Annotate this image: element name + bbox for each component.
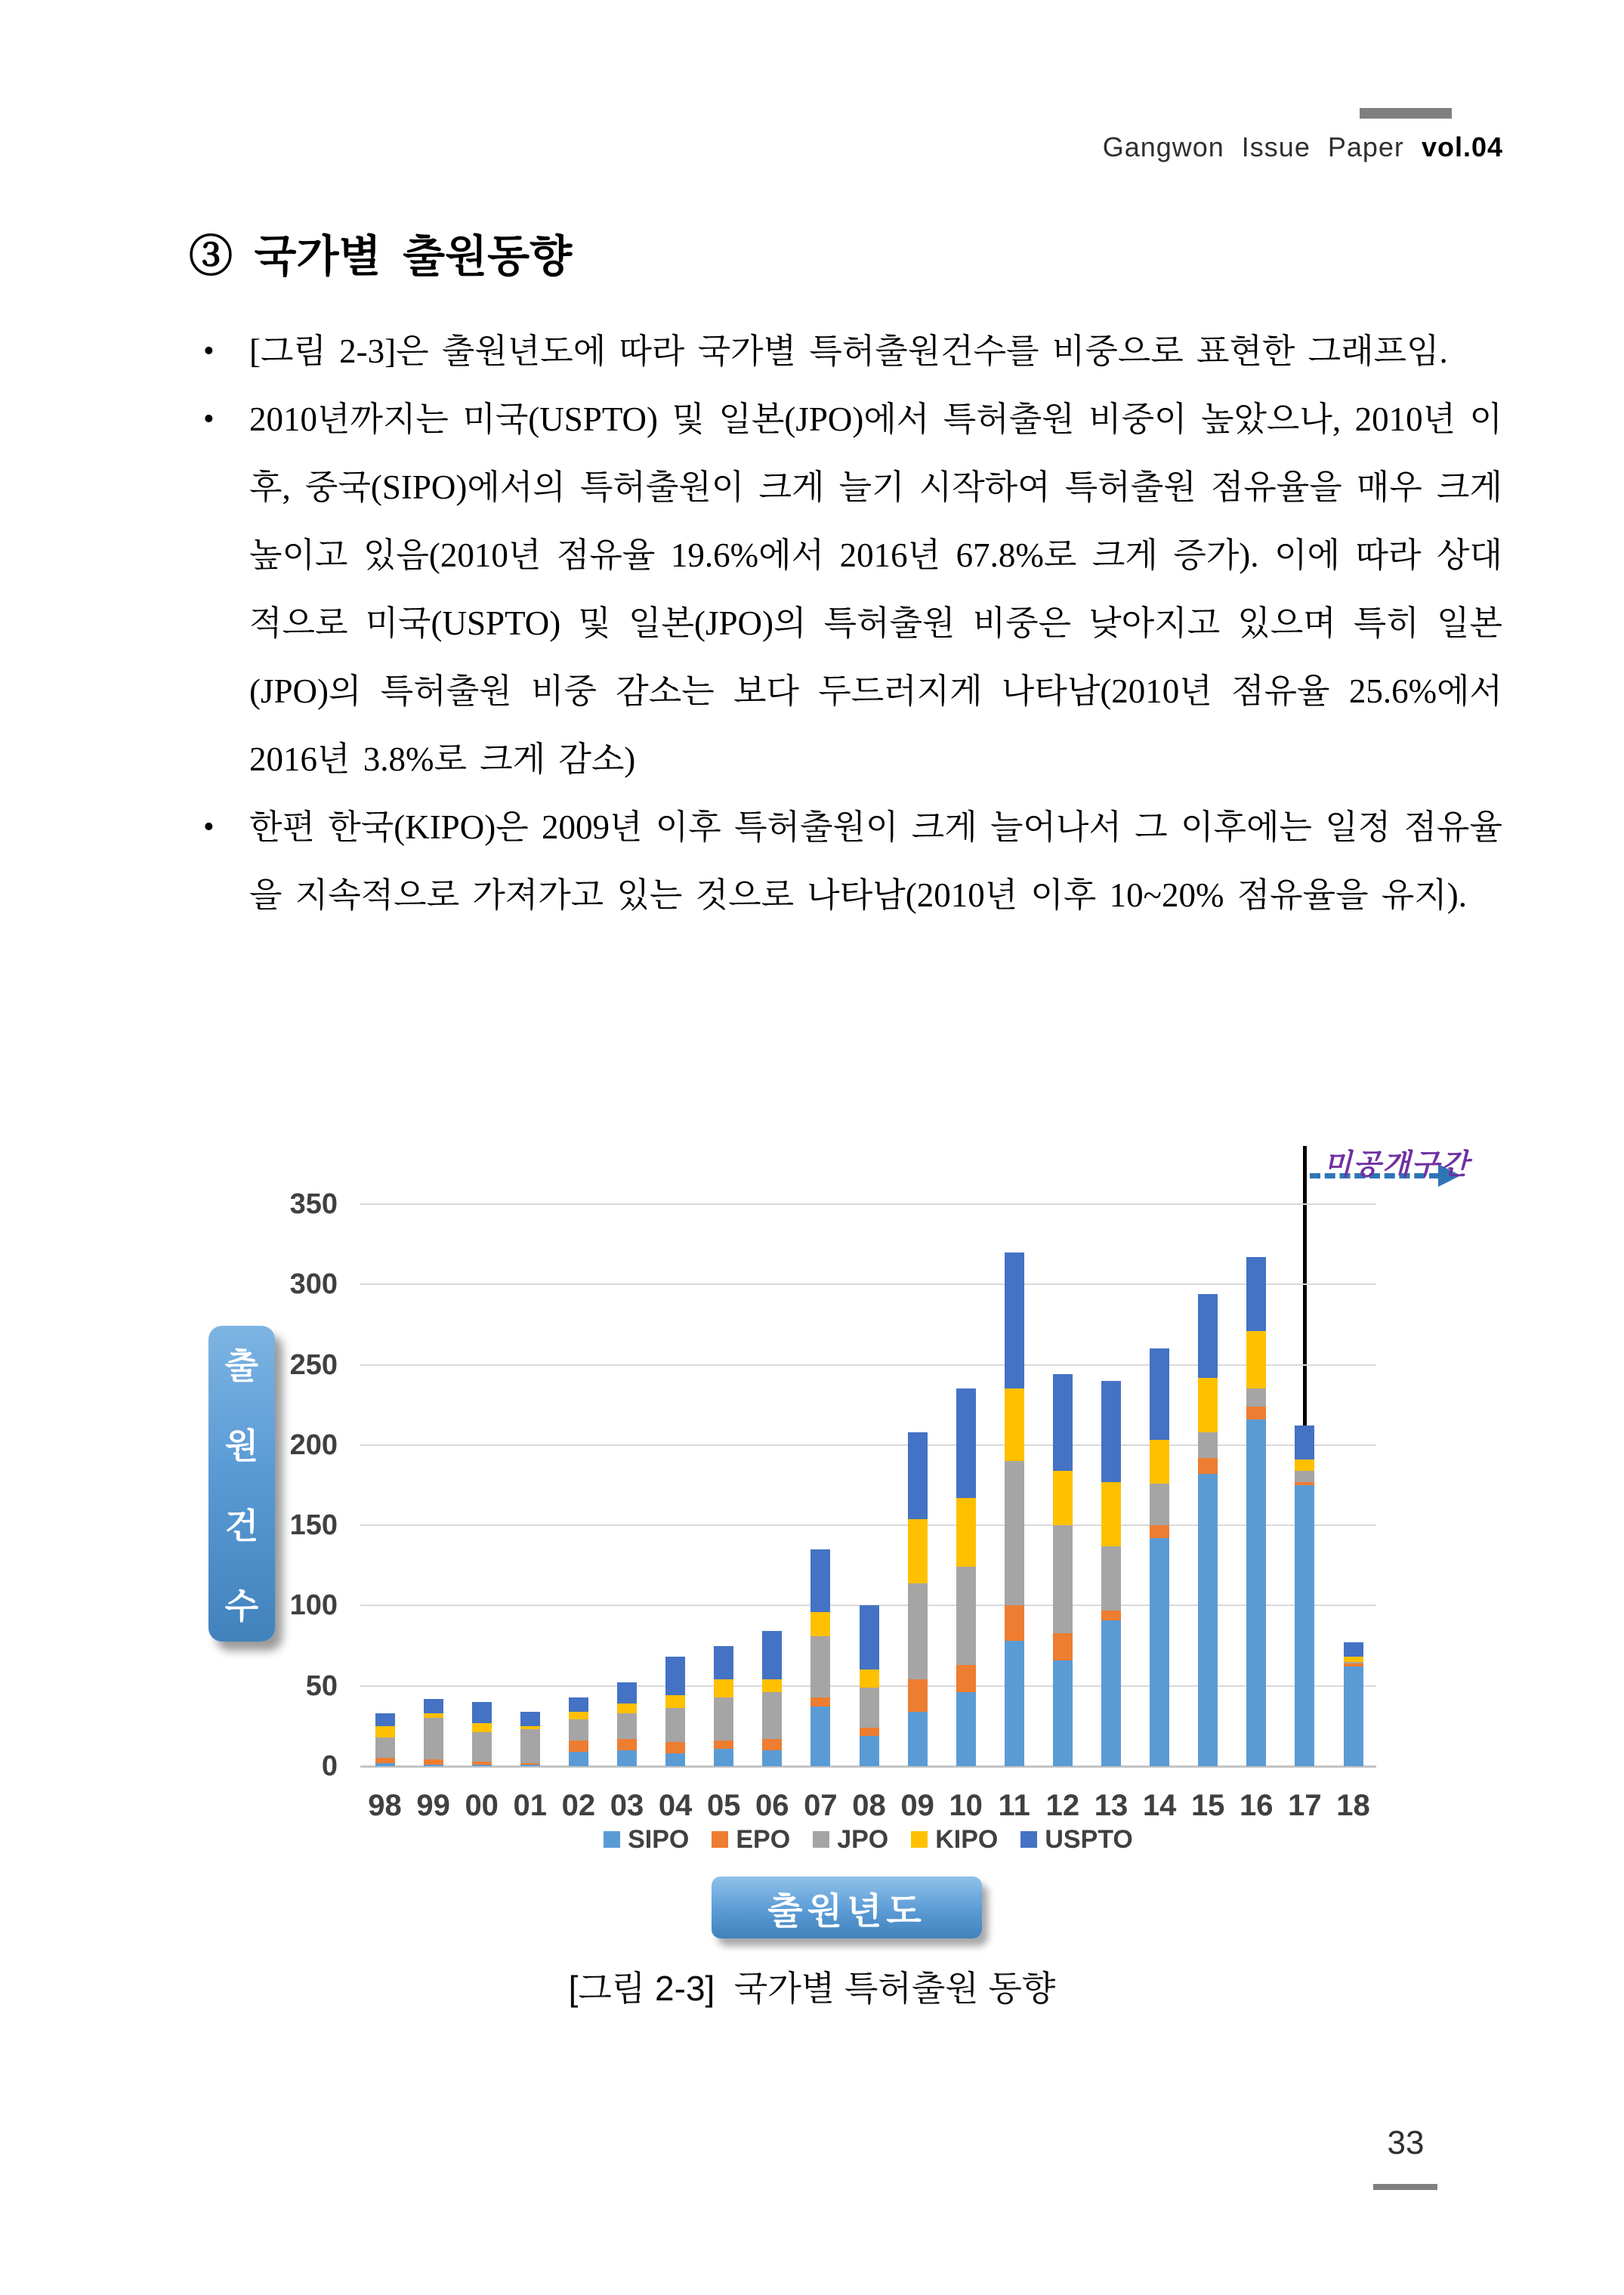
legend-label: SIPO	[628, 1824, 690, 1854]
bar-segment-jpo-10	[956, 1567, 976, 1665]
bar-segment-kipo-18	[1344, 1657, 1363, 1661]
x-tick-label: 08	[852, 1789, 886, 1822]
y-axis-title-char: 원	[224, 1426, 259, 1466]
bar-segment-uspto-06	[762, 1631, 782, 1679]
x-tick-label: 00	[465, 1789, 499, 1822]
bar-segment-kipo-99	[424, 1713, 443, 1718]
bar-segment-kipo-98	[375, 1726, 395, 1737]
legend-item-sipo	[604, 1825, 689, 1855]
y-axis-title-char: 건	[224, 1506, 259, 1546]
x-tick-label: 98	[368, 1789, 402, 1822]
bullet-item	[194, 385, 1502, 793]
header-title-regular: Gangwon Issue Paper	[1102, 131, 1404, 162]
legend-swatch-icon	[712, 1831, 728, 1848]
y-tick-label: 150	[289, 1509, 338, 1542]
bar-segment-kipo-10	[956, 1498, 976, 1567]
bar-segment-epo-01	[520, 1763, 540, 1765]
bullet-list	[194, 317, 1502, 929]
legend-swatch-icon	[1020, 1831, 1037, 1848]
bar-segment-sipo-17	[1295, 1485, 1314, 1766]
bar-segment-epo-08	[860, 1728, 879, 1736]
undisclosed-label: 미공개구간	[1323, 1149, 1471, 1181]
chart-legend	[360, 1822, 1376, 1857]
grid-line	[360, 1283, 1376, 1285]
bar-segment-uspto-01	[520, 1712, 540, 1726]
bar-segment-jpo-00	[472, 1732, 492, 1761]
bar-segment-kipo-01	[520, 1726, 540, 1729]
grid-line	[360, 1444, 1376, 1446]
bar-segment-epo-15	[1198, 1458, 1218, 1474]
bar-segment-uspto-09	[908, 1432, 928, 1519]
bar-segment-uspto-15	[1198, 1294, 1218, 1378]
legend-label: KIPO	[935, 1824, 999, 1854]
bar-segment-jpo-12	[1053, 1525, 1073, 1632]
bar-segment-sipo-12	[1053, 1660, 1073, 1766]
bar-segment-jpo-16	[1246, 1388, 1266, 1406]
bar-segment-jpo-05	[714, 1697, 733, 1741]
x-tick-label: 04	[658, 1789, 693, 1822]
bar-segment-jpo-18	[1344, 1662, 1363, 1663]
x-tick-label: 12	[1045, 1789, 1080, 1822]
bar-segment-epo-17	[1295, 1482, 1314, 1485]
bar-segment-epo-07	[810, 1697, 830, 1707]
grid-line	[360, 1524, 1376, 1526]
bar-segment-uspto-16	[1246, 1257, 1266, 1331]
y-tick-label: 50	[305, 1670, 338, 1702]
bar-segment-sipo-08	[860, 1736, 879, 1766]
bar-segment-epo-00	[472, 1762, 492, 1765]
x-tick-label: 11	[998, 1789, 1030, 1822]
x-tick-label: 02	[561, 1789, 596, 1822]
legend-swatch-icon	[604, 1831, 620, 1848]
bar-segment-kipo-03	[617, 1703, 637, 1713]
bullet-marker-icon: •	[203, 402, 215, 437]
grid-line	[360, 1605, 1376, 1606]
bar-segment-epo-06	[762, 1739, 782, 1750]
bar-segment-sipo-11	[1005, 1641, 1024, 1766]
bar-segment-kipo-09	[908, 1519, 928, 1583]
bar-segment-epo-05	[714, 1741, 733, 1749]
legend-swatch-icon	[911, 1831, 928, 1848]
bar-segment-epo-10	[956, 1665, 976, 1692]
bar-segment-kipo-11	[1005, 1388, 1024, 1461]
x-tick-label: 01	[513, 1789, 548, 1822]
bar-segment-sipo-98	[375, 1763, 395, 1766]
bar-segment-sipo-00	[472, 1765, 492, 1766]
x-axis-line	[360, 1765, 1376, 1768]
bar-segment-kipo-17	[1295, 1459, 1314, 1471]
bar-segment-uspto-07	[810, 1549, 830, 1612]
bar-segment-jpo-11	[1005, 1461, 1024, 1605]
bar-segment-kipo-02	[569, 1712, 588, 1720]
legend-item-jpo	[813, 1825, 888, 1855]
bar-segment-kipo-15	[1198, 1378, 1218, 1432]
bullet-item	[194, 317, 1502, 385]
x-tick-label: 10	[949, 1789, 983, 1822]
bar-segment-uspto-12	[1053, 1374, 1073, 1471]
bullet-text: 한편 한국(KIPO)은 2009년 이후 특허출원이 크게 늘어나서 그 이후에는 일정 점유율을 지속적으로 가져가고 있는 것으로 나타남(2010년 이후 10~20% 점유율을 유지).	[249, 808, 1502, 914]
bar-segment-jpo-04	[665, 1708, 685, 1742]
bar-segment-uspto-17	[1295, 1425, 1314, 1459]
bar-segment-epo-03	[617, 1739, 637, 1750]
bar-segment-jpo-08	[860, 1688, 879, 1728]
x-tick-label: 06	[755, 1789, 789, 1822]
bar-segment-uspto-05	[714, 1646, 733, 1680]
x-tick-label: 16	[1240, 1789, 1274, 1822]
bar-segment-kipo-05	[714, 1679, 733, 1697]
bar-segment-kipo-07	[810, 1612, 830, 1636]
bar-segment-uspto-14	[1150, 1348, 1169, 1440]
bar-segment-kipo-12	[1053, 1471, 1073, 1525]
bar-segment-jpo-17	[1295, 1471, 1314, 1482]
y-tick-label: 350	[289, 1188, 338, 1220]
undisclosed-boundary-line	[1303, 1146, 1307, 1768]
x-tick-label: 09	[900, 1789, 934, 1822]
bar-segment-epo-18	[1344, 1663, 1363, 1666]
bar-segment-jpo-03	[617, 1713, 637, 1739]
bar-segment-uspto-99	[424, 1699, 443, 1713]
grid-line	[360, 1685, 1376, 1687]
bar-segment-epo-12	[1053, 1633, 1073, 1660]
bar-segment-uspto-03	[617, 1682, 637, 1703]
bar-segment-sipo-09	[908, 1712, 928, 1766]
bar-segment-epo-99	[424, 1759, 443, 1764]
page-number-rule	[1373, 2184, 1437, 2190]
x-tick-label: 07	[804, 1789, 838, 1822]
bar-segment-sipo-15	[1198, 1474, 1218, 1766]
bullet-item	[194, 793, 1502, 929]
bar-segment-epo-09	[908, 1679, 928, 1712]
bar-segment-jpo-13	[1101, 1546, 1121, 1611]
bar-segment-jpo-99	[424, 1718, 443, 1759]
bar-segment-jpo-14	[1150, 1484, 1169, 1525]
header-rule	[1360, 108, 1452, 119]
y-axis-title-box	[208, 1326, 275, 1642]
undisclosed-arrow-head-icon	[1438, 1164, 1461, 1187]
bar-segment-sipo-10	[956, 1692, 976, 1766]
bar-segment-kipo-16	[1246, 1331, 1266, 1389]
y-tick-label: 250	[289, 1348, 338, 1381]
x-tick-label: 13	[1094, 1789, 1128, 1822]
legend-item-uspto	[1020, 1825, 1133, 1855]
bar-segment-uspto-08	[860, 1605, 879, 1670]
bar-segment-uspto-04	[665, 1657, 685, 1695]
x-tick-label: 17	[1288, 1789, 1322, 1822]
bar-segment-uspto-11	[1005, 1253, 1024, 1389]
bar-segment-uspto-10	[956, 1388, 976, 1498]
x-tick-label: 18	[1336, 1789, 1370, 1822]
bar-segment-uspto-13	[1101, 1381, 1121, 1482]
bar-segment-jpo-15	[1198, 1432, 1218, 1458]
bar-segment-uspto-98	[375, 1713, 395, 1726]
x-tick-label: 05	[706, 1789, 741, 1822]
bar-segment-kipo-08	[860, 1670, 879, 1687]
bar-segment-epo-11	[1005, 1605, 1024, 1641]
y-tick-label: 300	[289, 1268, 338, 1301]
legend-item-kipo	[911, 1825, 998, 1855]
grid-line	[360, 1203, 1376, 1205]
bar-segment-sipo-06	[762, 1750, 782, 1766]
y-tick-label: 0	[321, 1750, 338, 1782]
y-tick-label: 200	[289, 1429, 338, 1461]
bar-segment-epo-13	[1101, 1611, 1121, 1620]
bar-segment-kipo-14	[1150, 1440, 1169, 1483]
bar-segment-jpo-07	[810, 1636, 830, 1697]
page-number: 33	[1387, 2124, 1425, 2161]
bullet-text: 2010년까지는 미국(USPTO) 및 일본(JPO)에서 특허출원 비중이 높았으나, 2010년 이후, 중국(SIPO)에서의 특허출원이 크게 늘기 시작하여 특허출원 점유율을 매우 크게 높이고 있음(2010년 점유율 19.6%에서 2016년 67.8%로 크게 증가). 이에 따라 상대적으로 미국(USPTO) 및 일본(JPO)의 특허출원 비중은 낮아지고 있으며 특히 일본(JPO)의 특허출원 비중 감소는 보다 두드러지게 나타남(2010년 점유율 25.6%에서 2016년 3.8%로 크게 감소)	[249, 400, 1502, 778]
bar-segment-sipo-07	[810, 1707, 830, 1766]
bar-segment-jpo-06	[762, 1692, 782, 1739]
bar-segment-uspto-00	[472, 1702, 492, 1723]
grid-line	[360, 1364, 1376, 1366]
y-tick-label: 100	[289, 1589, 338, 1622]
x-tick-label: 14	[1142, 1789, 1177, 1822]
header-title	[1103, 131, 1503, 163]
bullet-text: [그림 2-3]은 출원년도에 따라 국가별 특허출원건수를 비중으로 표현한 그래프임.	[249, 332, 1448, 370]
bar-segment-sipo-02	[569, 1752, 588, 1766]
bar-segment-epo-98	[375, 1758, 395, 1762]
bar-segment-sipo-13	[1101, 1620, 1121, 1766]
bar-segment-sipo-01	[520, 1765, 540, 1766]
bar-segment-jpo-02	[569, 1719, 588, 1741]
legend-label: USPTO	[1045, 1824, 1133, 1854]
x-tick-label: 03	[610, 1789, 644, 1822]
bar-segment-jpo-98	[375, 1737, 395, 1759]
bar-segment-epo-02	[569, 1741, 588, 1752]
header-title-vol: vol.04	[1421, 131, 1503, 162]
legend-label: EPO	[736, 1824, 791, 1854]
undisclosed-arrow-line	[1310, 1173, 1440, 1178]
bar-segment-epo-16	[1246, 1407, 1266, 1419]
bar-segment-sipo-18	[1344, 1666, 1363, 1766]
y-axis-title-char: 출	[224, 1346, 259, 1385]
bar-segment-kipo-00	[472, 1723, 492, 1733]
bar-segment-sipo-05	[714, 1749, 733, 1766]
bar-segment-sipo-99	[424, 1765, 443, 1766]
legend-label: JPO	[837, 1824, 889, 1854]
legend-swatch-icon	[813, 1831, 829, 1848]
bar-segment-kipo-13	[1101, 1482, 1121, 1546]
figure-caption: [그림 2-3] 국가별 특허출원 동향	[568, 1969, 1056, 2008]
bar-segment-kipo-04	[665, 1695, 685, 1708]
bar-segment-uspto-18	[1344, 1642, 1363, 1657]
legend-item-epo	[712, 1825, 790, 1855]
bar-segment-sipo-14	[1150, 1538, 1169, 1766]
bullet-marker-icon: •	[203, 334, 215, 369]
section-heading: ③ 국가별 출원동향	[189, 232, 573, 281]
bar-segment-kipo-06	[762, 1679, 782, 1692]
bar-segment-sipo-03	[617, 1750, 637, 1766]
y-axis-title-char: 수	[224, 1586, 259, 1626]
bar-segment-jpo-09	[908, 1583, 928, 1680]
bullet-marker-icon: •	[203, 810, 215, 845]
bar-segment-sipo-04	[665, 1753, 685, 1766]
bar-segment-sipo-16	[1246, 1419, 1266, 1766]
bar-segment-uspto-02	[569, 1697, 588, 1712]
bar-segment-epo-14	[1150, 1525, 1169, 1538]
bar-segment-jpo-01	[520, 1729, 540, 1763]
x-axis-title-box: 출원년도	[712, 1876, 982, 1938]
bar-segment-epo-04	[665, 1742, 685, 1753]
x-tick-label: 99	[416, 1789, 450, 1822]
x-tick-label: 15	[1190, 1789, 1225, 1822]
